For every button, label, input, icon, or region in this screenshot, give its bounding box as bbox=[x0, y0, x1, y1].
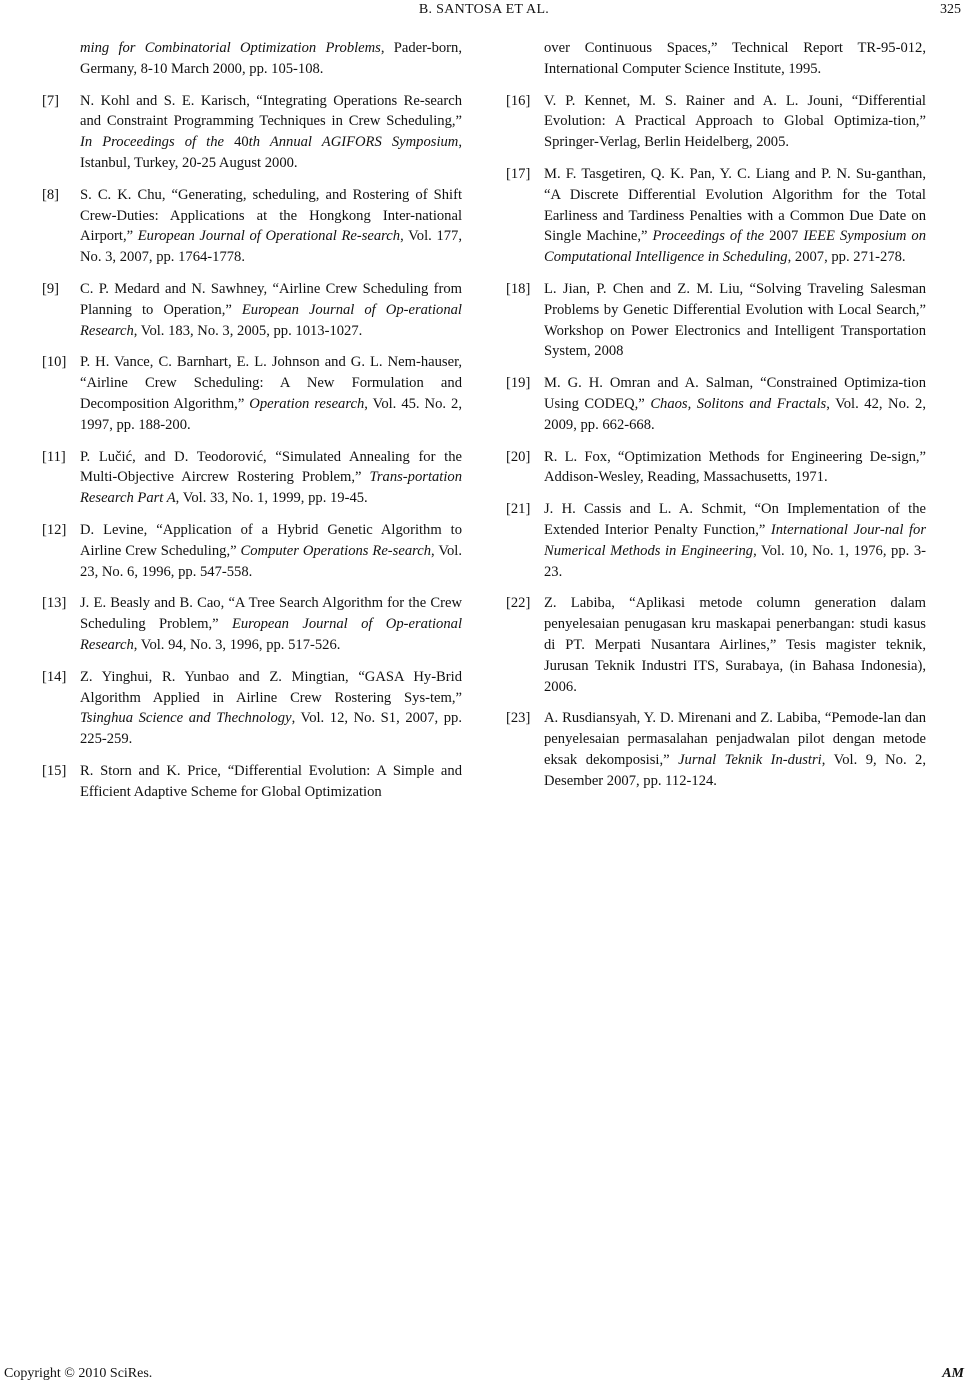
reference-text bbox=[544, 91, 926, 153]
page-header bbox=[0, 0, 968, 26]
text-segment: N. Kohl and S. E. Karisch, “Integrating Operations Re-search and Constraint Programming Techniques in Crew Scheduling,” bbox=[80, 92, 462, 130]
reference-text bbox=[80, 38, 462, 80]
reference-text bbox=[80, 352, 462, 435]
reference-text bbox=[80, 520, 462, 582]
italic-text-segment: ming for Combinatorial Optimization Problems bbox=[80, 40, 381, 56]
reference-number: [13] bbox=[42, 595, 67, 612]
reference-text bbox=[80, 279, 462, 341]
reference-text bbox=[544, 593, 926, 697]
italic-text-segment: th Annual AGIFORS Symposium bbox=[248, 134, 459, 151]
reference-number: [16] bbox=[506, 92, 531, 109]
reference-text bbox=[544, 373, 926, 435]
page-number: 325 bbox=[940, 2, 961, 17]
text-segment: over Continuous Spaces,” Technical Report TR-95-012, International Computer Science Institute, 1995. bbox=[544, 40, 926, 77]
page-footer bbox=[0, 1364, 968, 1386]
text-segment: , Istanbul, Turkey, 20-25 August 2000. bbox=[80, 134, 462, 171]
text-segment: C. P. Medard and N. Sawhney, “Airline Crew Scheduling from Planning to Operation,” bbox=[80, 280, 462, 318]
italic-text-segment: Tsinghua Science and Thechnology bbox=[80, 710, 292, 727]
copyright-notice: Copyright © 2010 SciRes. bbox=[4, 1366, 153, 1381]
reference-entry bbox=[42, 279, 462, 341]
reference-number: [8] bbox=[42, 186, 60, 203]
text-segment: P. H. Vance, C. Barnhart, E. L. Johnson and G. L. Nem-hauser, “Airline Crew Scheduling: A New Formulation and Decomposition Algorithm,” bbox=[80, 354, 462, 412]
italic-text-segment: Computer Operations Re-search bbox=[240, 542, 432, 559]
running-head: B. SANTOSA ET AL. bbox=[418, 2, 550, 17]
reference-text bbox=[544, 447, 926, 489]
reference-number: [14] bbox=[42, 668, 67, 685]
reference-number: [21] bbox=[506, 501, 531, 518]
text-segment: , Vol. 12, No. S1, 2007, pp. 225-259. bbox=[80, 710, 462, 748]
reference-number: [18] bbox=[506, 280, 531, 297]
text-segment: 2007 bbox=[769, 228, 804, 245]
text-segment: R. Storn and K. Price, “Differential Evolution: A Simple and Efficient Adaptive Scheme for Global Optimization bbox=[80, 762, 462, 800]
reference-entry bbox=[506, 164, 926, 268]
text-segment: A. Rusdiansyah, Y. D. Mirenani and Z. Labiba, “Pemode-lan dan penyelesaian permasalahan penjadwalan pilot dengan metode eksak dekomposisi,” bbox=[544, 710, 926, 768]
text-segment: D. Levine, “Application of a Hybrid Genetic Algorithm to Airline Crew Scheduling,” bbox=[80, 521, 462, 559]
text-segment: S. C. K. Chu, “Generating, scheduling, and Rostering of Shift Crew-Duties: Applications at the Hongkong Inter-national Airport,” bbox=[80, 186, 462, 245]
reference-entry bbox=[42, 520, 462, 582]
reference-number: [10] bbox=[42, 354, 67, 371]
reference-continuation bbox=[80, 38, 462, 80]
text-segment: J. H. Cassis and L. A. Schmit, “On Implementation of the Extended Interior Penalty Function,” bbox=[544, 501, 926, 538]
right-reference-column bbox=[506, 38, 926, 803]
reference-number: [22] bbox=[506, 595, 531, 612]
reference-entry bbox=[506, 447, 926, 489]
text-segment: Z. Labiba, “Aplikasi metode column generation dalam penyelesaian penugasan kru maskapai penerbangan: studi kasus di PT. Merpati Nusantara Airlines,” Tesis magister teknik, Jurusan Teknik Industri ITS, Surabaya, (in Bahasa Indonesia), 2006. bbox=[544, 595, 926, 695]
text-segment: , Vol. 9, No. 2, Desember 2007, pp. 112-124. bbox=[544, 751, 926, 789]
italic-text-segment: IEEE Symposium on Computational Intelligence in Scheduling bbox=[544, 228, 926, 266]
reference-number: [23] bbox=[506, 710, 531, 727]
text-segment: , Vol. 45. No. 2, 1997, pp. 188-200. bbox=[80, 395, 462, 433]
reference-continuation bbox=[544, 38, 926, 80]
reference-number: [15] bbox=[42, 762, 67, 779]
text-segment: , Vol. 42, No. 2, 2009, pp. 662-668. bbox=[544, 395, 926, 433]
italic-text-segment: Proceedings of the bbox=[652, 228, 770, 245]
reference-text bbox=[544, 279, 926, 362]
reference-number: [12] bbox=[42, 521, 67, 538]
reference-number: [17] bbox=[506, 165, 531, 182]
reference-entry bbox=[42, 593, 462, 655]
text-segment: , Vol. 177, No. 3, 2007, pp. 1764-1778. bbox=[80, 228, 462, 266]
text-segment: P. Lučić, and D. Teodorović, “Simulated Annealing for the Multi-Objective Aircrew Rostering Problem,” bbox=[80, 448, 462, 486]
reference-text bbox=[544, 38, 926, 80]
italic-text-segment: Jurnal Teknik In-dustri bbox=[678, 751, 822, 768]
reference-entry bbox=[42, 447, 462, 509]
reference-text bbox=[544, 708, 926, 791]
reference-number: [11] bbox=[42, 448, 66, 465]
reference-text bbox=[544, 164, 926, 268]
reference-entry bbox=[42, 185, 462, 268]
text-segment: , Vol. 23, No. 6, 1996, pp. 547-558. bbox=[80, 542, 462, 580]
reference-number: [7] bbox=[42, 92, 60, 109]
text-segment: , Vol. 94, No. 3, 1996, pp. 517-526. bbox=[133, 636, 341, 653]
reference-entry bbox=[506, 708, 926, 791]
text-segment: , Vol. 183, No. 3, 2005, pp. 1013-1027. bbox=[133, 322, 363, 339]
left-reference-column bbox=[42, 38, 462, 814]
reference-text bbox=[80, 185, 462, 268]
text-segment: V. P. Kennet, M. S. Rainer and A. L. Jouni, “Differential Evolution: A Practical Approach to Global Optimiza-tion,” Springer-Verlag, Berlin Heidelberg, 2005. bbox=[544, 92, 926, 151]
italic-text-segment: Operation research bbox=[249, 395, 365, 412]
reference-number: [9] bbox=[42, 280, 60, 297]
text-segment: , Vol. 33, No. 1, 1999, pp. 19-45. bbox=[175, 490, 368, 507]
journal-abbreviation: AM bbox=[942, 1366, 964, 1381]
text-segment: M. F. Tasgetiren, Q. K. Pan, Y. C. Liang and P. N. Su-ganthan, “A Discrete Differential Evolution Algorithm for the Total Earliness and Tardiness Penalties with a Common Due Date on Single Machine,” bbox=[544, 165, 926, 245]
reference-entry bbox=[42, 91, 462, 174]
reference-number: [19] bbox=[506, 375, 531, 392]
reference-text bbox=[80, 447, 462, 509]
reference-entry bbox=[506, 91, 926, 153]
italic-text-segment: European Journal of Op-erational Research bbox=[80, 616, 463, 653]
reference-text bbox=[80, 593, 462, 655]
reference-entry bbox=[42, 761, 462, 803]
reference-entry bbox=[506, 279, 926, 362]
italic-text-segment: European Journal of Operational Re-search bbox=[137, 228, 401, 245]
text-segment: 40 bbox=[234, 134, 249, 151]
reference-text bbox=[544, 499, 926, 582]
text-segment: , Pader-born, Germany, 8-10 March 2000, pp. 105-108. bbox=[80, 40, 462, 77]
reference-entry bbox=[42, 667, 462, 750]
text-segment: , Vol. 10, No. 1, 1976, pp. 3-23. bbox=[544, 542, 926, 580]
italic-text-segment: International Jour-nal for Numerical Methods in Engineering bbox=[544, 521, 926, 559]
italic-text-segment: European Journal of Op-erational Research bbox=[80, 301, 462, 339]
reference-text bbox=[80, 91, 462, 174]
text-segment: M. G. H. Omran and A. Salman, “Constrained Optimiza-tion Using CODEQ,” bbox=[544, 375, 926, 412]
italic-text-segment: In Proceedings of the bbox=[80, 134, 235, 151]
reference-number: [20] bbox=[506, 448, 531, 465]
italic-text-segment: Trans-portation Research Part A bbox=[80, 469, 462, 507]
text-segment: J. E. Beasly and B. Cao, “A Tree Search Algorithm for the Crew Scheduling Problem,” bbox=[80, 595, 462, 633]
text-segment: , 2007, pp. 271-278. bbox=[787, 249, 906, 266]
reference-text bbox=[80, 667, 462, 750]
reference-entry bbox=[506, 593, 926, 697]
reference-entry bbox=[506, 499, 926, 582]
italic-text-segment: Chaos, Solitons and Fractals bbox=[650, 395, 827, 412]
reference-entry bbox=[506, 373, 926, 435]
reference-entry bbox=[42, 352, 462, 435]
text-segment: R. L. Fox, “Optimization Methods for Engineering De-sign,” Addison-Wesley, Reading, Massachusetts, 1971. bbox=[544, 448, 926, 486]
text-segment: L. Jian, P. Chen and Z. M. Liu, “Solving Traveling Salesman Problems by Genetic Differential Evolution with Local Search,” Workshop on Power Electronics and Intelligent Transportation System, 2008 bbox=[544, 280, 926, 360]
reference-text bbox=[80, 761, 462, 803]
text-segment: Z. Yinghui, R. Yunbao and Z. Mingtian, “GASA Hy-Brid Algorithm Applied in Airline Crew Rostering Sys-tem,” bbox=[80, 668, 462, 706]
